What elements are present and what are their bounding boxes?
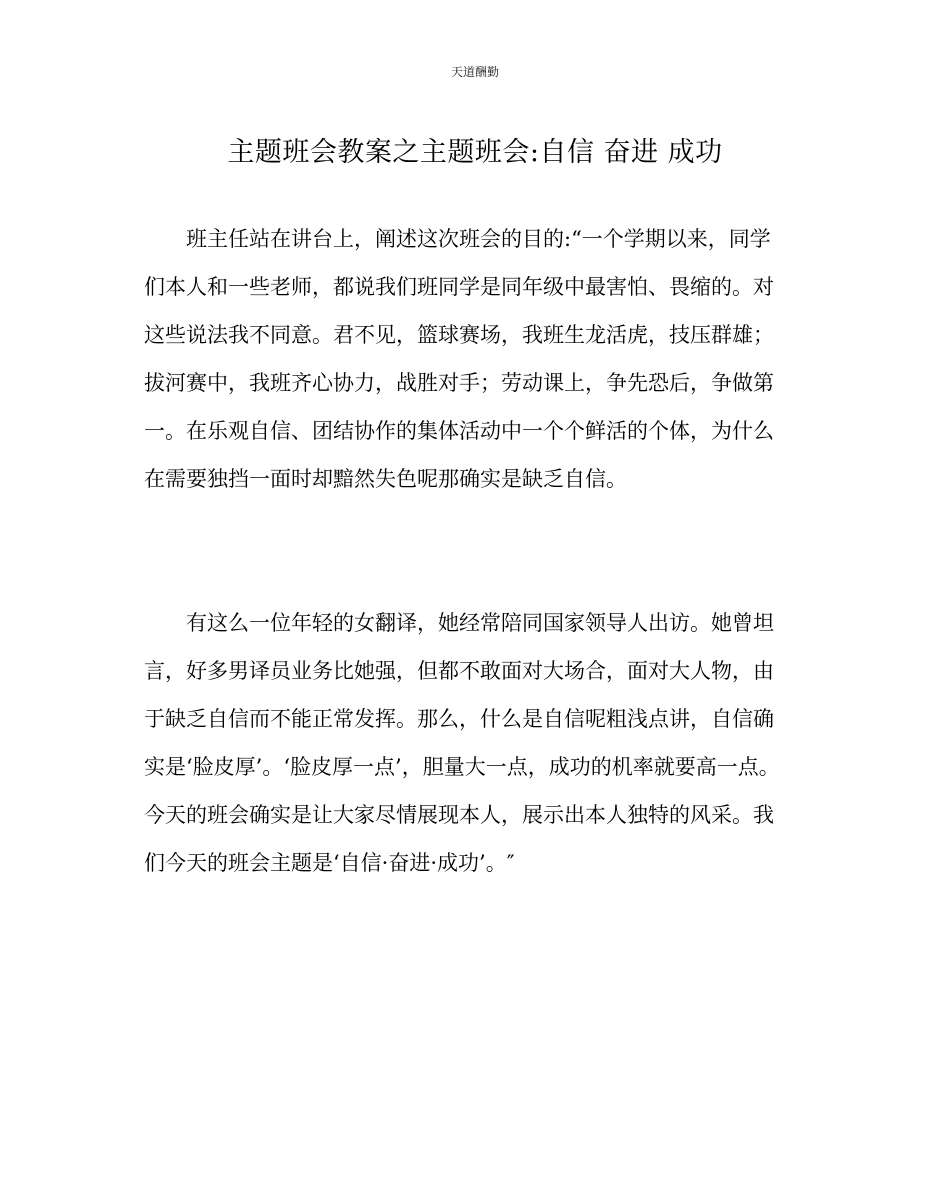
paragraph-line: 有这么一位年轻的女翻译，她经常陪同国家领导人出访。她曾坦	[186, 611, 774, 635]
paragraph-line: 班主任站在讲台上，阐述这次班会的目的:“一个学期以来，同学	[186, 227, 771, 251]
paragraph-line: 拔河赛中，我班齐心协力，战胜对手；劳动课上，争先恐后，争做第	[144, 371, 774, 395]
paragraph-line: 们本人和一些老师，都说我们班同学是同年级中最害怕、畏缩的。对	[144, 275, 774, 299]
paragraph-line: 在需要独挡一面时却黯然失色呢那确实是缺乏自信。	[144, 467, 627, 491]
paragraph-line: 们今天的班会主题是‘自信·奋进·成功’。″	[144, 851, 515, 875]
page-header: 天道酬勤	[450, 65, 499, 79]
paragraph-2	[144, 599, 810, 887]
paragraph-1	[144, 215, 810, 503]
paragraph-line: 今天的班会确实是让大家尽情展现本人，展示出本人独特的风采。我	[144, 803, 774, 827]
paragraph-line: 于缺乏自信而不能正常发挥。那么，什么是自信呢粗浅点讲，自信确	[144, 707, 774, 731]
paragraph-line: 实是‘脸皮厚’。‘脸皮厚一点’，胆量大一点，成功的机率就要高一点。	[144, 755, 780, 779]
paragraph-line: 言，好多男译员业务比她强，但都不敢面对大场合，面对大人物，由	[144, 659, 774, 683]
document-title: 主题班会教案之主题班会:自信 奋进 成功	[227, 137, 723, 168]
paragraph-line: 这些说法我不同意。君不见，篮球赛场，我班生龙活虎，技压群雄；	[144, 323, 774, 347]
paragraph-line: 一。在乐观自信、团结协作的集体活动中一个个鲜活的个体，为什么	[144, 419, 774, 443]
